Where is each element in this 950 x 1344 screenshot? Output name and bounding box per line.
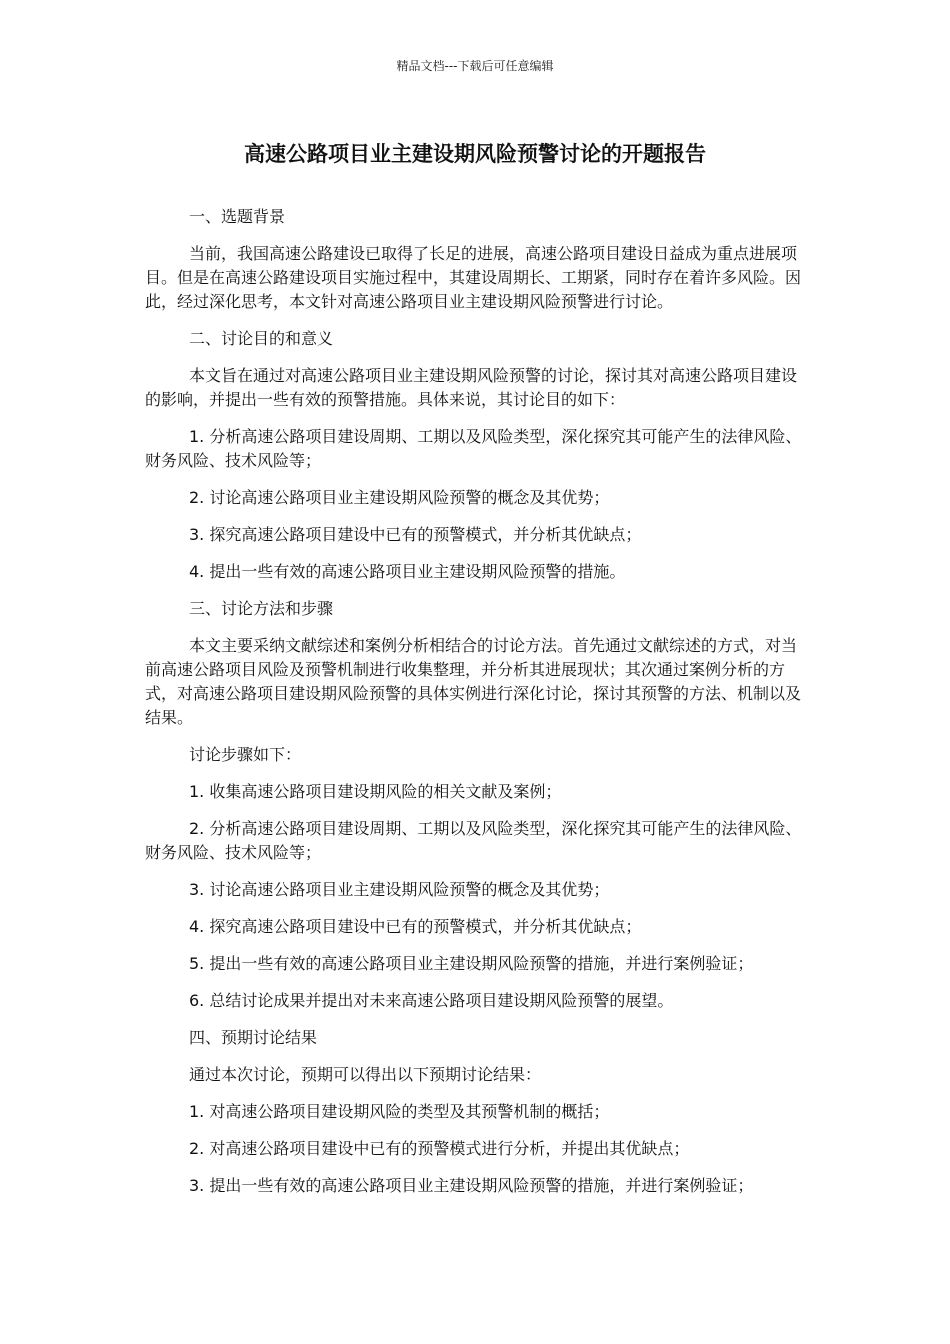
document-body (145, 205, 810, 1211)
paragraph-purpose: 本文旨在通过对高速公路项目业主建设期风险预警的讨论，探讨其对高速公路项目建设的影响，并提出一些有效的预警措施。具体来说，其讨论目的如下： (145, 366, 798, 409)
step-item-2: 2. 分析高速公路项目建设周期、工期以及风险类型，深化探究其可能产生的法律风险、财务风险、技术风险等； (145, 819, 802, 862)
paragraph-method: 本文主要采纳文献综述和案例分析相结合的讨论方法。首先通过文献综述的方式，对当前高速公路项目风险及预警机制进行收集整理，并分析其进展现状；其次通过案例分析的方式，对高速公路项目建设期风险预警的具体实例进行深化讨论，探讨其预警的方法、机制以及结果。 (145, 636, 802, 727)
purpose-item-4: 4. 提出一些有效的高速公路项目业主建设期风险预警的措施。 (189, 562, 626, 581)
step-item-5: 5. 提出一些有效的高速公路项目业主建设期风险预警的措施，并进行案例验证； (189, 954, 754, 973)
result-item-3: 3. 提出一些有效的高速公路项目业主建设期风险预警的措施，并进行案例验证； (189, 1176, 754, 1195)
heading-purpose: 二、讨论目的和意义 (189, 329, 334, 348)
steps-intro: 讨论步骤如下： (189, 745, 302, 764)
document-title: 高速公路项目业主建设期风险预警讨论的开题报告 (244, 142, 706, 166)
purpose-item-2: 2. 讨论高速公路项目业主建设期风险预警的概念及其优势； (189, 488, 610, 507)
paragraph-background: 当前，我国高速公路建设已取得了长足的进展，高速公路项目建设日益成为重点进展项目。但是在高速公路建设项目实施过程中，其建设周期长、工期紧，同时存在着许多风险。因此，经过深化思考，本文针对高速公路项目业主建设期风险预警进行讨论。 (145, 244, 802, 311)
heading-method: 三、讨论方法和步骤 (189, 599, 334, 618)
results-intro: 通过本次讨论，预期可以得出以下预期讨论结果： (189, 1065, 542, 1084)
header-note: 精品文档---下载后可任意编辑 (396, 59, 554, 73)
purpose-item-1: 1. 分析高速公路项目建设周期、工期以及风险类型，深化探究其可能产生的法律风险、财务风险、技术风险等； (145, 427, 802, 470)
step-item-4: 4. 探究高速公路项目建设中已有的预警模式，并分析其优缺点； (189, 917, 642, 936)
result-item-2: 2. 对高速公路项目建设中已有的预警模式进行分析，并提出其优缺点； (189, 1139, 690, 1158)
step-item-6: 6. 总结讨论成果并提出对未来高速公路项目建设期风险预警的展望。 (189, 991, 674, 1010)
heading-background: 一、选题背景 (189, 207, 286, 226)
step-item-3: 3. 讨论高速公路项目业主建设期风险预警的概念及其优势； (189, 880, 610, 899)
heading-results: 四、预期讨论结果 (189, 1028, 318, 1047)
step-item-1: 1. 收集高速公路项目建设期风险的相关文献及案例； (189, 782, 562, 801)
result-item-1: 1. 对高速公路项目建设期风险的类型及其预警机制的概括； (189, 1102, 610, 1121)
purpose-item-3: 3. 探究高速公路项目建设中已有的预警模式，并分析其优缺点； (189, 525, 642, 544)
